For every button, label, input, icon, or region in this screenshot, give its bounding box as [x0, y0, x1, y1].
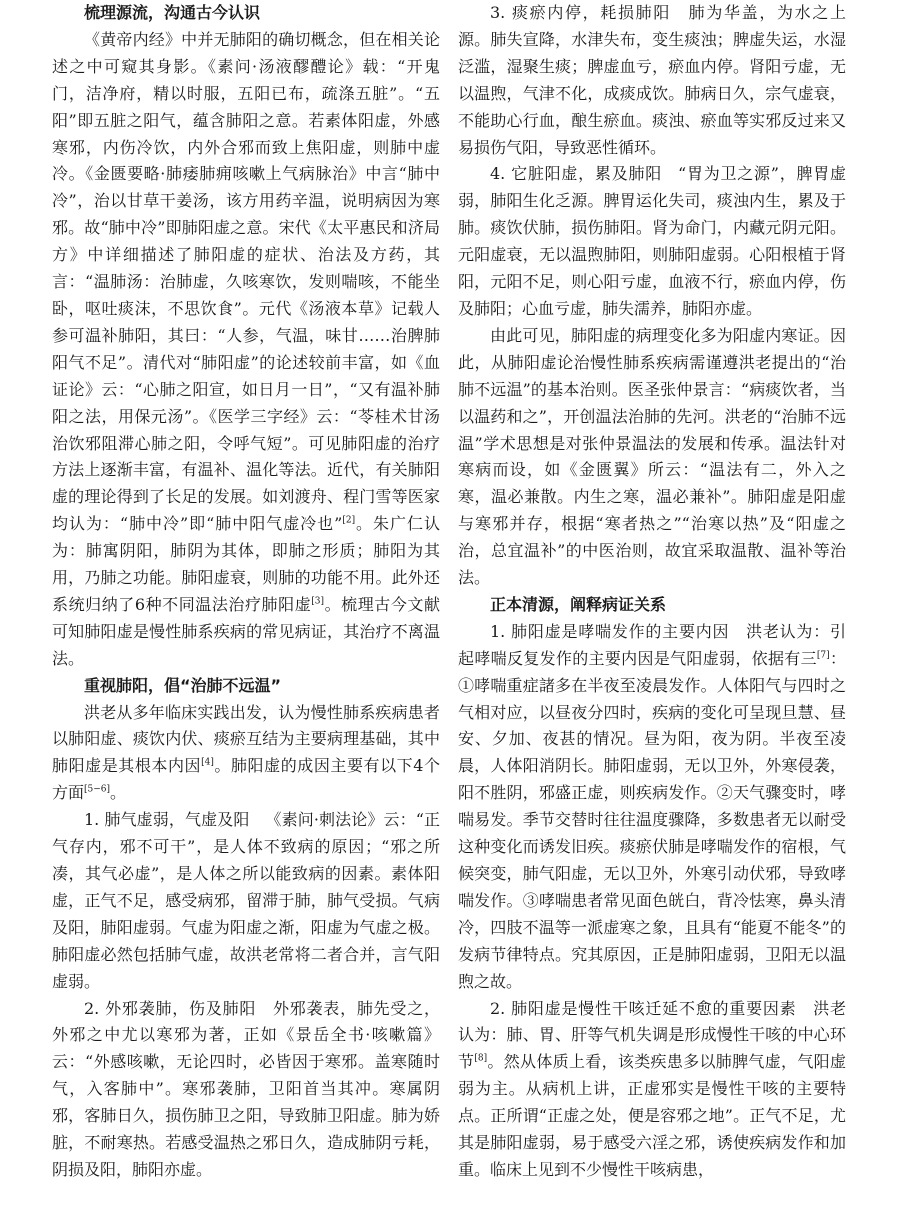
citation: [8] [474, 1054, 488, 1065]
list-item-text: ：①哮喘重症諸多在半夜至凌晨发作。人体阳气与四时之气相对应，以昼夜分四时，疾病的变化可呈现旦慧、昼安、夕加、夜甚的情况。昼为阳，夜为阴。半夜至凌晨，人体阳消阴长。肺阳虚弱，无以卫外，外寒侵袭，阳不胜阴，邪盛正虚，则疾病发作。②天气骤变时，哮喘易发。季节交替时往往温度骤降，多数患者无以耐受这种变化而诱发旧疾。痰瘀伏肺是哮喘发作的宿根，气候突变，肺气阳虚，无以卫外，外寒引动伏邪，导致哮喘发作。③哮喘患者常见面色㿠白，背冷怯寒，鼻头清冷，四肢不温等一派虚寒之象，且具有“能夏不能冬”的发病节律特点。究其原因，正是肺阳虚弱，卫阳无以温煦之故。 [458, 648, 846, 991]
list-item-text: 《素问·刺法论》云：“正气存内，邪不可干”，是人体不致病的原因；“邪之所凑，其气必虚”，是人体之所以能致病的因素。素体阳虚，正气不足，感受病邪，留滞于肺，肺气受损。气病及阳，肺阳虚弱。气虚为阳虚之渐，阳虚为气虚之极。肺阳虚必然包括肺气虚，故洪老常将二者合并，言气阳虚弱。 [52, 810, 440, 991]
list-item-2 [52, 996, 440, 1184]
paragraph-origin [52, 27, 440, 673]
section-heading-origin: 梳理源流，沟通古今认识 [84, 3, 261, 22]
list-item-lead: 1. 肺气虚弱，气虚及阳 [84, 810, 250, 830]
list-item-1 [52, 807, 440, 995]
list-item-lead: 2. 肺阳虚是慢性干咳迁延不愈的重要因素 [490, 998, 797, 1018]
paragraph-text: 。梳理古今文献可知肺阳虚是慢性肺系疾病的常见病证，其治疗不离温法。 [52, 594, 440, 668]
citation: [3] [311, 596, 325, 607]
citation: [4] [201, 758, 214, 769]
list-item-text: 洪老认为：肺、胃、肝等气机失调是形成慢性干咳的中心环节 [458, 998, 846, 1072]
paragraph-text: 。 [110, 783, 127, 803]
right-column [458, 0, 846, 1184]
left-column [52, 0, 440, 1184]
list-item-lead: 4. 它脏阳虚，累及肺阳 [490, 164, 662, 184]
section-heading-lung-yang: 重视肺阳，倡“治肺不远温” [84, 675, 282, 695]
list-item-3 [458, 0, 846, 161]
paragraph-lung-yang [52, 700, 440, 808]
list-item-lead: 3. 痰瘀内停，耗损肺阳 [490, 3, 671, 22]
section-heading-relations: 正本清源，阐释病证关系 [490, 594, 667, 614]
list-item-text: 外邪袭表，肺先受之，外邪之中尤以寒邪为著，正如《景岳全书·咳嗽篇》云：“外感咳嗽，无论四时，必皆因于寒邪。盖寒随时气，入客肺中”。寒邪袭肺，卫阳首当其冲。寒属阴邪，客肺日久，损伤肺卫之阳，导致肺卫阳虚。肺为娇脏，不耐寒热。若感受温热之邪日久，造成肺阴亏耗，阴损及阳，肺阳亦虚。 [52, 998, 440, 1179]
list-item-4 [458, 161, 846, 322]
citation: [7] [816, 650, 830, 661]
list-item-text: 。然从体质上看，该类疾患多以肺脾气虚，气阳虚弱为主。从病机上讲，正虚邪实是慢性干咳的主要特点。正所谓“正虚之处，便是容邪之地”。正气不足，尤其是肺阳虚弱，易于感受六淫之邪，诱使疾病发作和加重。临床上见到不少慢性干咳病患， [458, 1052, 846, 1179]
paragraph-text: 。肺阳虚的成因主要有以下4个方面 [52, 756, 440, 803]
list-item-asthma [458, 619, 846, 996]
list-item-lead: 2. 外邪袭肺，伤及肺阳 [84, 998, 257, 1018]
list-item-lead: 1. 肺阳虚是哮喘发作的主要内因 [490, 621, 730, 641]
list-item-text: 肺为华盖，为水之上源。肺失宣降，水津失布，变生痰浊；脾虚失运，水湿泛滥，湿聚生痰；脾虚血亏，瘀血内停。肾阳亏虚，无以温煦，气津不化，成痰成饮。肺病日久，宗气虚衰，不能助心行血，酿生瘀血。痰浊、瘀血等实邪反过来又易损伤气阳，导致恶性循环。 [458, 3, 846, 157]
citation: [2] [342, 515, 356, 526]
paragraph-text: 洪老从多年临床实践出发，认为慢性肺系疾病患者以肺阳虚、痰饮内伏、痰瘀互结为主要病理基础，其中肺阳虚是其根本内因 [52, 702, 440, 776]
list-item-dry-cough [458, 996, 846, 1184]
list-item-text: 洪老认为：引起哮喘反复发作的主要内因是气阳虚弱，依据有三 [458, 621, 846, 668]
paragraph-summary: 由此可见，肺阳虚的病理变化多为阳虚内寒证。因此，从肺阳虚论治慢性肺系疾病需谨遵洪老提出的“治肺不远温”的基本治则。医圣张仲景言：“病痰饮者，当以温药和之”，开创温法治肺的先河。洪老的“治肺不远温”学术思想是对张仲景温法的发展和传承。温法针对寒病而设，如《金匮翼》所云：“温法有二，外入之寒，温必兼散。内生之寒，温必兼补”。肺阳虚是阳虚与寒邪并存，根据“寒者热之”“治寒以热”及“阳虚之治，总宜温补”的中医治则，故宜采取温散、温补等治法。 [458, 325, 846, 588]
citation: [5−6] [84, 784, 111, 795]
paragraph-text: 。朱广仁认为：肺寓阴阳，肺阴为其体，即肺之形质；肺阳为其用，乃肺之功能。肺阳虚衰，则肺的功能不用。此外还系统归纳了6种不同温法治疗肺阳虚 [52, 514, 440, 614]
paragraph-text: 《黄帝内经》中并无肺阳的确切概念，但在相关论述之中可窥其身影。《素问·汤液醪醴论》载：“开鬼门，洁净府，精以时服，五阳已布，疏涤五脏”。“五阳”即五脏之阳气，蕴含肺阳之意。若素体阳虚，外感寒邪，内伤冷饮，内外合邪而致上焦阳虚，则肺中虚冷。《金匮要略·肺痿肺痈咳嗽上气病脉治》中言“肺中冷”，治以甘草干姜汤，该方用药辛温，说明病因为寒邪。故“肺中冷”即肺阳虚之意。宋代《太平惠民和济局方》中详细描述了肺阳虚的症状、治法及方药，其言：“温肺汤：治肺虚，久咳寒饮，发则喘咳，不能坐卧，呕吐痰沫，不思饮食”。元代《汤液本草》记载人参可温补肺阳，其曰：“人参，气温，味甘……治脾肺阳气不足”。清代对“肺阳虚”的论述较前丰富，如《血证论》云：“心肺之阳宣，如日月一日”，“又有温补肺阳之法，用保元汤”。《医学三字经》云：“苓桂术甘汤治饮邪阻滞心肺之阳，令呼气短”。可见肺阳虚的治疗方法上逐渐丰富，有温补、温化等法。近代，有关肺阳虚的理论得到了长足的发展。如刘渡舟、程门雪等医家均认为：“肺中冷”即“肺中阳气虚冷也” [52, 29, 440, 534]
list-item-text: “胃为卫之源”，脾胃虚弱，肺阳生化乏源。脾胃运化失司，痰浊内生，累及于肺。痰饮伏肺，损伤肺阳。肾为命门，内藏元阴元阳。元阳虚衰，无以温煦肺阳，则肺阳虚弱。心阳根植于肾阳，元阳不足，则心阳亏虚，血液不行，瘀血内停，伤及肺阳；心血亏虚，肺失濡养，肺阳亦虚。 [458, 164, 846, 318]
